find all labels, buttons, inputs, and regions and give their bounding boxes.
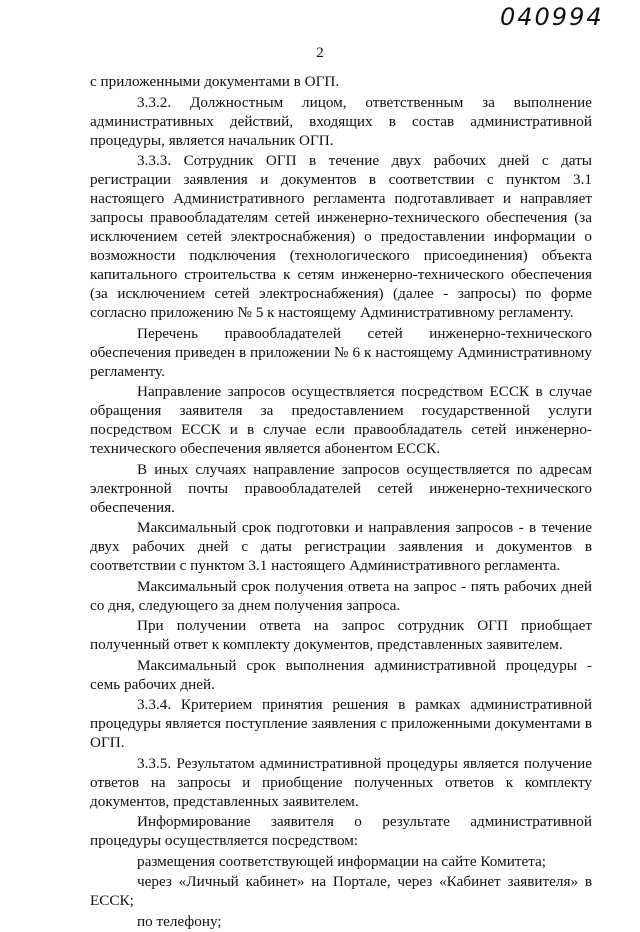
paragraph: Максимальный срок выполнения административной процедуры - семь рабочих дней. [90,656,592,693]
paragraph: 3.3.3. Сотрудник ОГП в течение двух рабочих дней с даты регистрации заявления и документов в соответствии с пунктом 3.1 настоящего Административного регламента подготавливает и направляет запросы правообладателям сетей инженерно-технического обеспечения (за исключением сетей электроснабжения) о предоставлении информации о возможности подключения (технологического присоединения) объекта капитального строительства к сетям инженерно-технического обеспечения (за исключением сетей электроснабжения) (далее - запросы) по форме согласно приложению № 5 к настоящему Административному регламенту. [90,152,592,321]
paragraph: Максимальный срок подготовки и направления запросов - в течение двух рабочих дней с даты регистрации заявления и документов в соответствии с пунктом 3.1 настоящего Административного регламента. [90,519,592,574]
paragraph: Максимальный срок получения ответа на запрос - пять рабочих дней со дня, следующего за днем получения запроса. [90,577,592,614]
paragraph: Информирование заявителя о результате административной процедуры осуществляется посредством: [90,813,592,849]
paragraph: 3.3.2. Должностным лицом, ответственным за выполнение административных действий, входящих в состав административной процедуры, является начальник ОГП. [90,93,592,149]
paragraph: размещения соответствующей информации на сайте Комитета; [137,852,546,870]
document-body [90,72,592,932]
paragraph: 3.3.5. Результатом административной процедуры является получение ответов на запросы и приобщение полученных ответов к комплекту документов, представленных заявителем. [90,754,592,810]
paragraph: через «Личный кабинет» на Портале, через «Кабинет заявителя» в ЕССК; [90,873,592,909]
page-number: 2 [316,45,324,61]
paragraph: с приложенными документами в ОГП. [90,73,340,90]
paragraph: При получении ответа на запрос сотрудник ОГП приобщает полученный ответ к комплекту документов, представленных заявителем. [90,617,592,653]
paragraph: по телефону; [137,912,222,930]
paragraph: Направление запросов осуществляется посредством ЕССК в случае обращения заявителя за предоставлением государственной услуги посредством ЕССК и в случае если правообладатель сетей инженерно-технического обеспечения является абонентом ЕССК. [90,383,592,457]
handwritten-registration-number: 040994 [500,3,604,31]
paragraph: В иных случаях направление запросов осуществляется по адресам электронной почты правообладателей сетей инженерно-технического обеспечения. [90,460,592,516]
paragraph: Перечень правообладателей сетей инженерно-технического обеспечения приведен в приложении № 6 к настоящему Административному регламенту. [90,324,592,380]
paragraph: 3.3.4. Критерием принятия решения в рамках административной процедуры является поступление заявления с приложенными документами в ОГП. [90,696,592,751]
